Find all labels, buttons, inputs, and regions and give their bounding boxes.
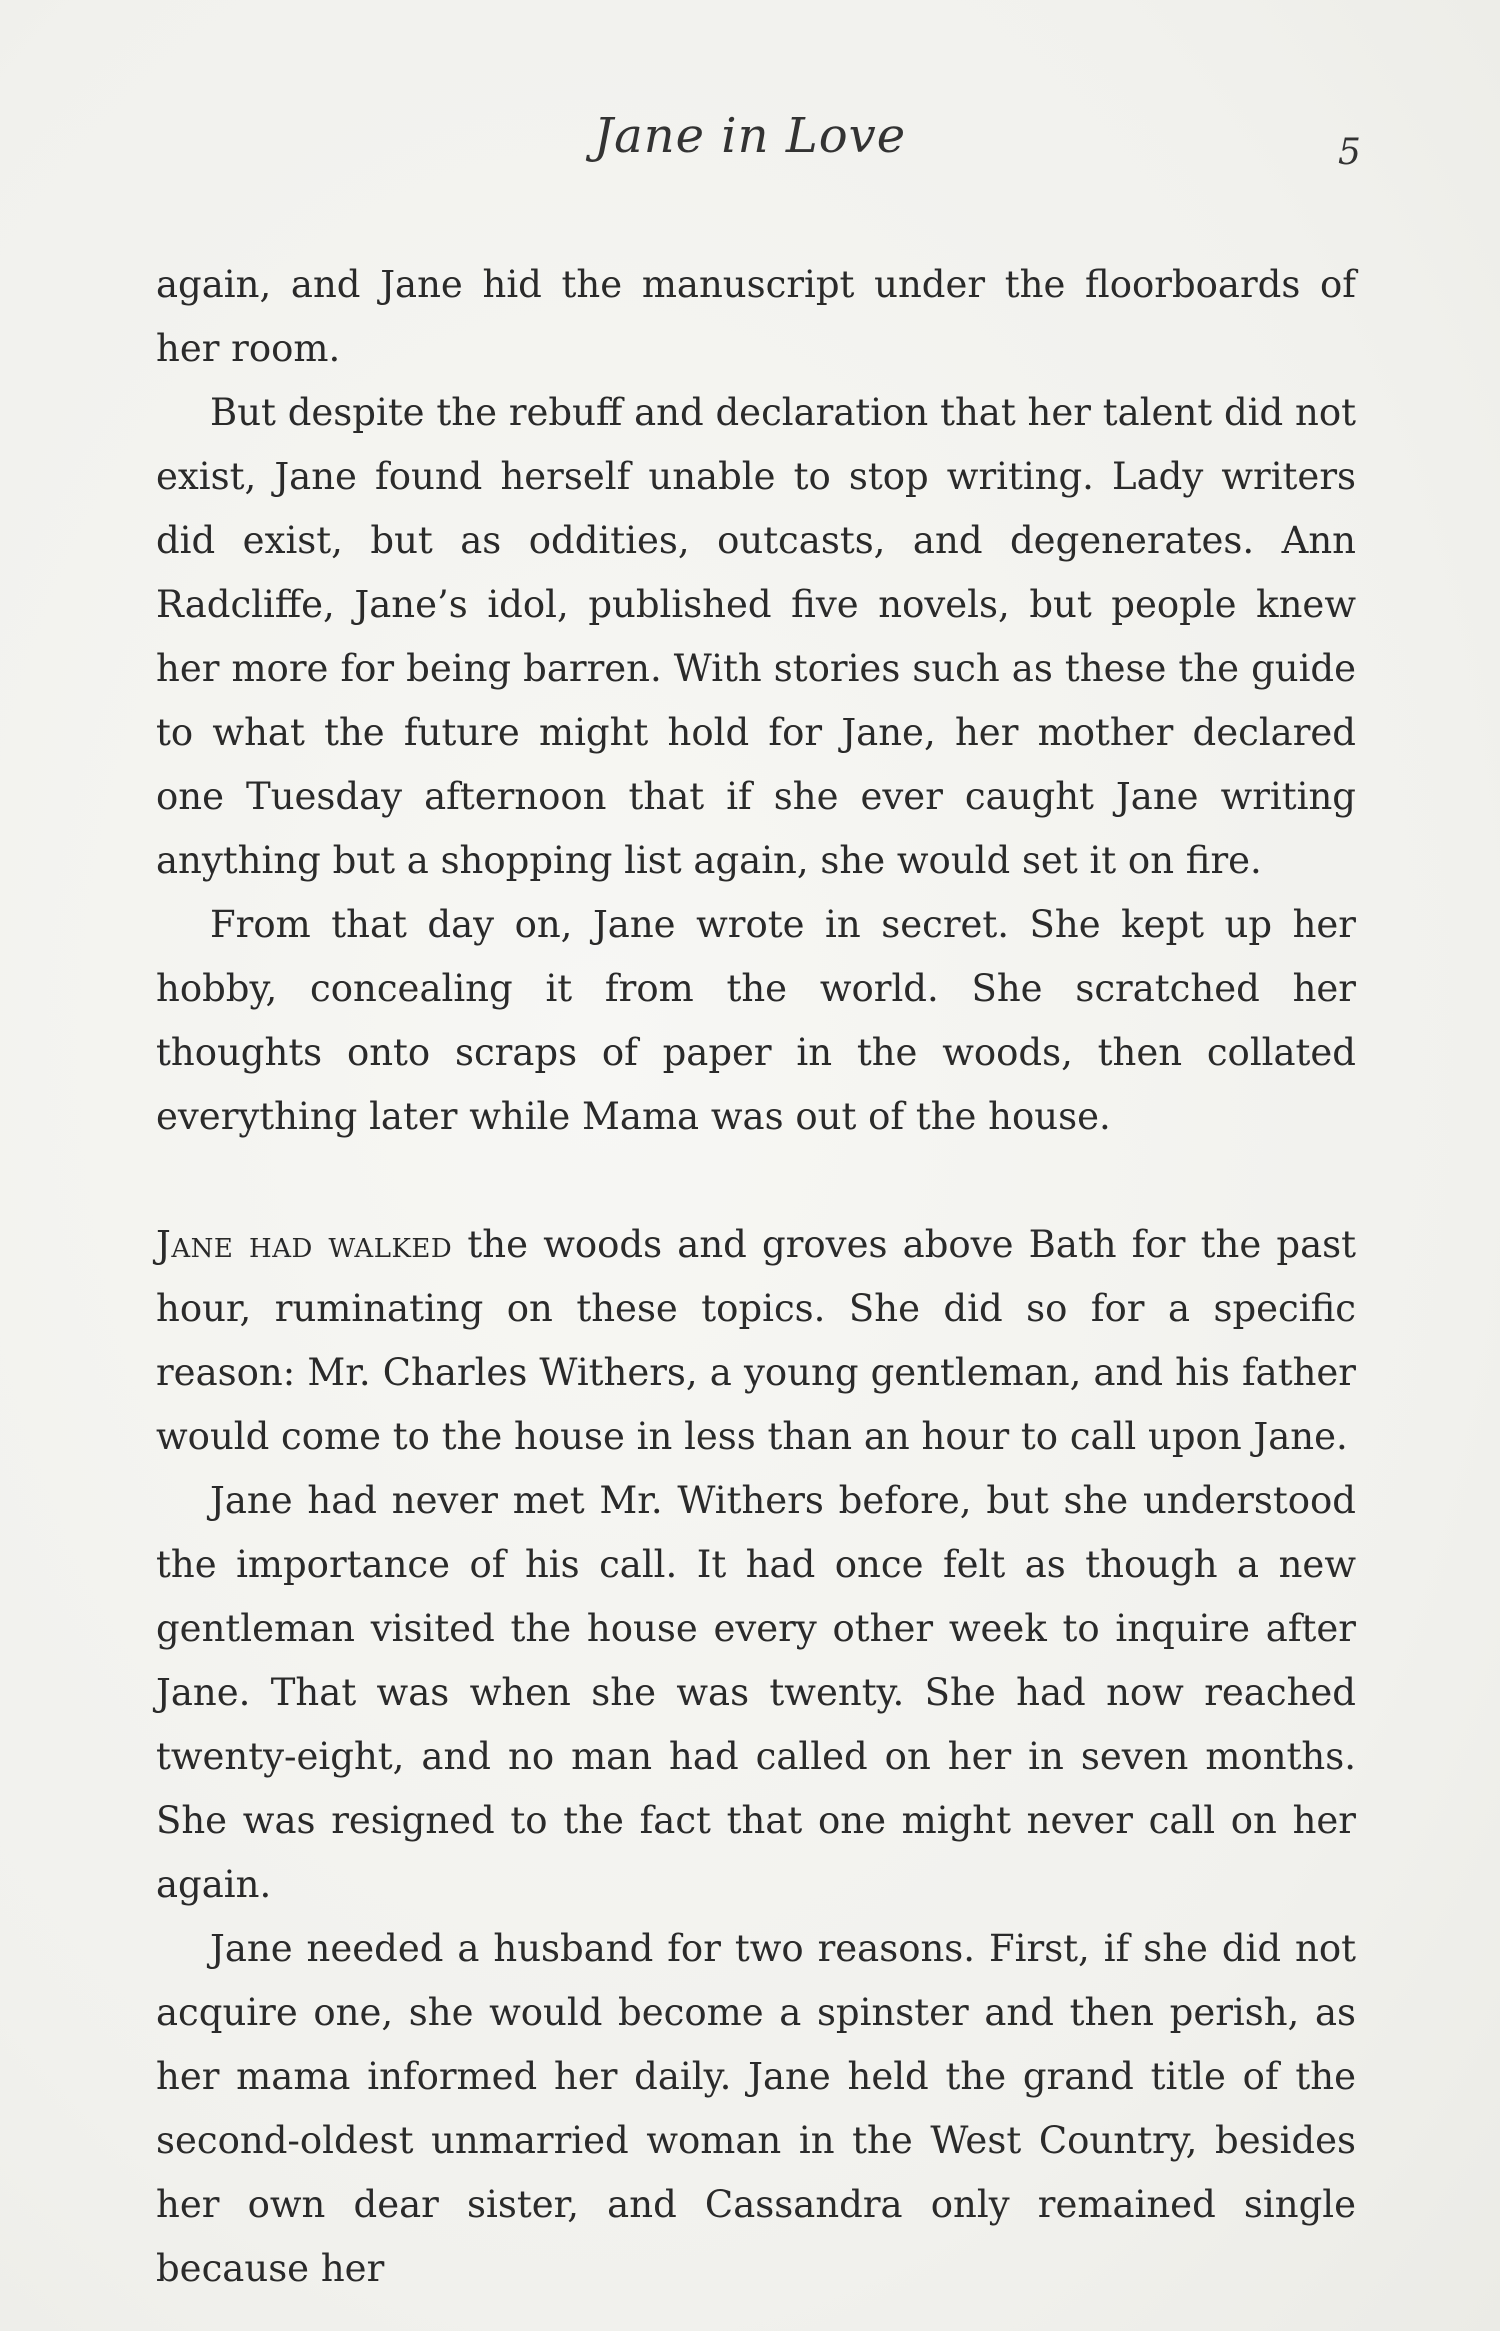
paragraph-4: [156, 1213, 1356, 1469]
page-number: 5: [1338, 132, 1361, 173]
paragraph-6: Jane needed a husband for two reasons. First, if she did not acquire one, she would become a spinster and then perish, as her mama informed her daily. Jane held the grand title of the second-oldest unmarried woman in the West Country, besides her own dear sister, and Cassandra only remained single because her: [156, 1927, 1356, 2290]
body-text: [156, 253, 1356, 2301]
paragraph-5: Jane had never met Mr. Withers before, but she understood the importance of his call. It had once felt as though a new gentleman visited the house every other week to inquire after Jane. That was when she was twenty. She had now reached twenty-eight, and no man had called on her in seven months. She was resigned to the fact that one might never call on her again.: [156, 1479, 1356, 1906]
paragraph-1: again, and Jane hid the manuscript under the floorboards of her room.: [156, 263, 1356, 370]
paragraph-3: From that day on, Jane wrote in secret. She kept up her hobby, concealing it from the world. She scratched her thoughts onto scraps of paper in the woods, then collated everything later while Mama was out of the house.: [156, 903, 1356, 1138]
paragraph-2: But despite the rebuff and declaration that her talent did not exist, Jane found herself unable to stop writing. Lady writers did exist, but as oddities, outcasts, and degenerates. Ann Radcliffe, Jane’s idol, published five novels, but people knew her more for being barren. With stories such as these the guide to what the future might hold for Jane, her mother declared one Tuesday afternoon that if she ever caught Jane writing anything but a shopping list again, she would set it on fire.: [156, 391, 1356, 882]
section-lead-in: Jane had walked: [156, 1223, 453, 1266]
running-head: [0, 100, 1500, 190]
paragraph-4-text: the woods and groves above Bath for the past hour, ruminating on these topics. She did so for a specific reason: Mr. Charles Withers, a young gentleman, and his father would come to the house in less than an hour to call upon Jane.: [156, 1223, 1356, 1458]
running-title: Jane in Love: [593, 108, 907, 164]
